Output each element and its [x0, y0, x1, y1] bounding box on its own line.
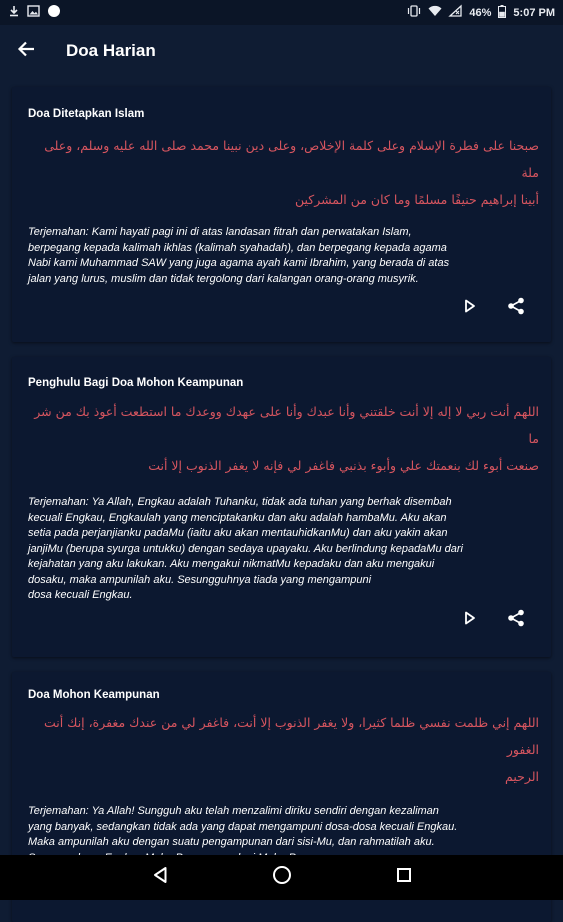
doa-list[interactable]	[0, 77, 563, 855]
translation-line: jalan yang lurus, muslim dan tidak tergolong dari kalangan orang-orang musyrik.	[28, 272, 419, 285]
card-actions	[459, 609, 527, 631]
translation-line: Maka ampunilah aku dengan suatu pengampunan dari sisi-Mu, dan rahmatilah aku.	[28, 836, 435, 848]
arabic-line: صبحنا على فطرة الإسلام وعلى كلمة الإخلاص، وعلى دين نبينا محمد صلى الله عليه وسلم، وعلى ملة	[44, 138, 539, 180]
translation-line: berpegang kepada kalimah ikhlas (kalimah syahadah), dan berpegang kepada agama	[28, 241, 447, 254]
app-bar	[0, 25, 563, 77]
translation-line: Terjemahan: Kami hayati pagi ini di atas landasan fitrah dan perwatakan Islam,	[28, 226, 412, 238]
nav-home-button[interactable]	[270, 866, 294, 890]
status-bar	[0, 0, 563, 25]
doa-card	[12, 87, 551, 342]
no-signal-icon	[449, 5, 462, 20]
doa-title: Doa Ditetapkan Islam	[28, 108, 145, 120]
share-button[interactable]	[505, 297, 527, 319]
doa-translation	[28, 495, 535, 604]
play-icon	[464, 299, 476, 318]
battery-percent: 46%	[469, 6, 492, 19]
battery-icon	[498, 5, 506, 21]
download-icon	[8, 5, 20, 20]
translation-line: kecuali Engkau, Engkaulah yang menciptakanku dan aku adalah hambaMu. Aku akan	[28, 511, 447, 524]
translation-line: setia pada perjanjianku padaMu (iaitu aku akan mentauhidkanMu) dan aku yakin akan	[28, 527, 448, 539]
clock: 5:07 PM	[513, 6, 555, 19]
translation-line: Terjemahan: Ya Allah! Sungguh aku telah menzalimi diriku sendiri dengan kezaliman	[28, 805, 439, 817]
wifi-icon	[428, 5, 442, 20]
arabic-line: اللهم إني ظلمت نفسي ظلما كثيرا، ولا يغفر الذنوب إلا أنت، فاغفر لي من عندك مغفرة، إنك أنت الغفور	[43, 715, 539, 757]
card-actions	[459, 297, 527, 319]
doa-title: Penghulu Bagi Doa Mohon Keampunan	[28, 377, 244, 389]
arabic-line: اللهم أنت ربي لا إله إلا أنت خلقتني وأنا عبدك وأنا على عهدك ووعدك ما استطعت أعوذ بك من شر ما	[34, 404, 539, 446]
square-recents-icon	[396, 867, 412, 888]
share-icon	[507, 297, 525, 320]
status-system	[407, 5, 555, 21]
arabic-line: صنعت أبوء لك بنعمتك علي وأبوء بذنبي فاغفر لي فإنه لا يغفر الذنوب إلا أنت	[148, 458, 539, 473]
play-button[interactable]	[459, 297, 481, 319]
doa-arabic-text	[28, 398, 539, 479]
share-button[interactable]	[505, 609, 527, 631]
nav-recents-button[interactable]	[392, 866, 416, 890]
doa-translation	[28, 225, 535, 287]
play-icon	[464, 611, 476, 630]
doa-arabic-text	[28, 709, 539, 790]
circle-home-icon	[272, 865, 292, 890]
translation-line: Nabi kami Muhammad SAW yang juga agama ayah kami Ibrahim, yang berada di atas	[28, 257, 450, 269]
page-title: Doa Harian	[66, 41, 156, 60]
translation-line: dosa kecuali Engkau.	[28, 589, 133, 601]
translation-line: dosaku, maka ampunilah aku. Sesungguhnya tiada yang mengampuni	[28, 573, 372, 586]
doa-arabic-text	[28, 132, 539, 213]
translation-line: yang banyak, sedangkan tidak ada yang dapat mengampuni dosa-dosa kecuali Engkau.	[28, 820, 458, 833]
navigation-bar	[0, 855, 563, 900]
translation-line: kejahatan yang aku lakukan. Aku mengakui nikmatMu kepadaku dan aku mengakui	[28, 558, 435, 570]
back-arrow-icon	[17, 41, 35, 62]
translation-line: janjiMu (berupa syurga untukku) dengan sedaya upayaku. Aku berlindung kepadaMu dari	[28, 542, 463, 555]
triangle-back-icon	[152, 866, 168, 889]
play-button[interactable]	[459, 609, 481, 631]
doa-card	[12, 357, 551, 657]
vibrate-icon	[407, 5, 421, 20]
arabic-line: أبينا إبراهيم حنيفًا مسلمًا وما كان من المشركين	[294, 192, 539, 207]
doa-title: Doa Mohon Keampunan	[28, 689, 160, 701]
share-icon	[507, 609, 525, 632]
dot-icon	[47, 4, 61, 21]
back-button[interactable]	[0, 25, 52, 77]
arabic-line: الرحيم	[505, 769, 539, 784]
translation-line: Terjemahan: Ya Allah, Engkau adalah Tuhanku, tidak ada tuhan yang berhak disembah	[28, 496, 452, 508]
gallery-icon	[27, 5, 40, 20]
nav-back-button[interactable]	[148, 866, 172, 890]
status-notifications	[8, 4, 61, 21]
